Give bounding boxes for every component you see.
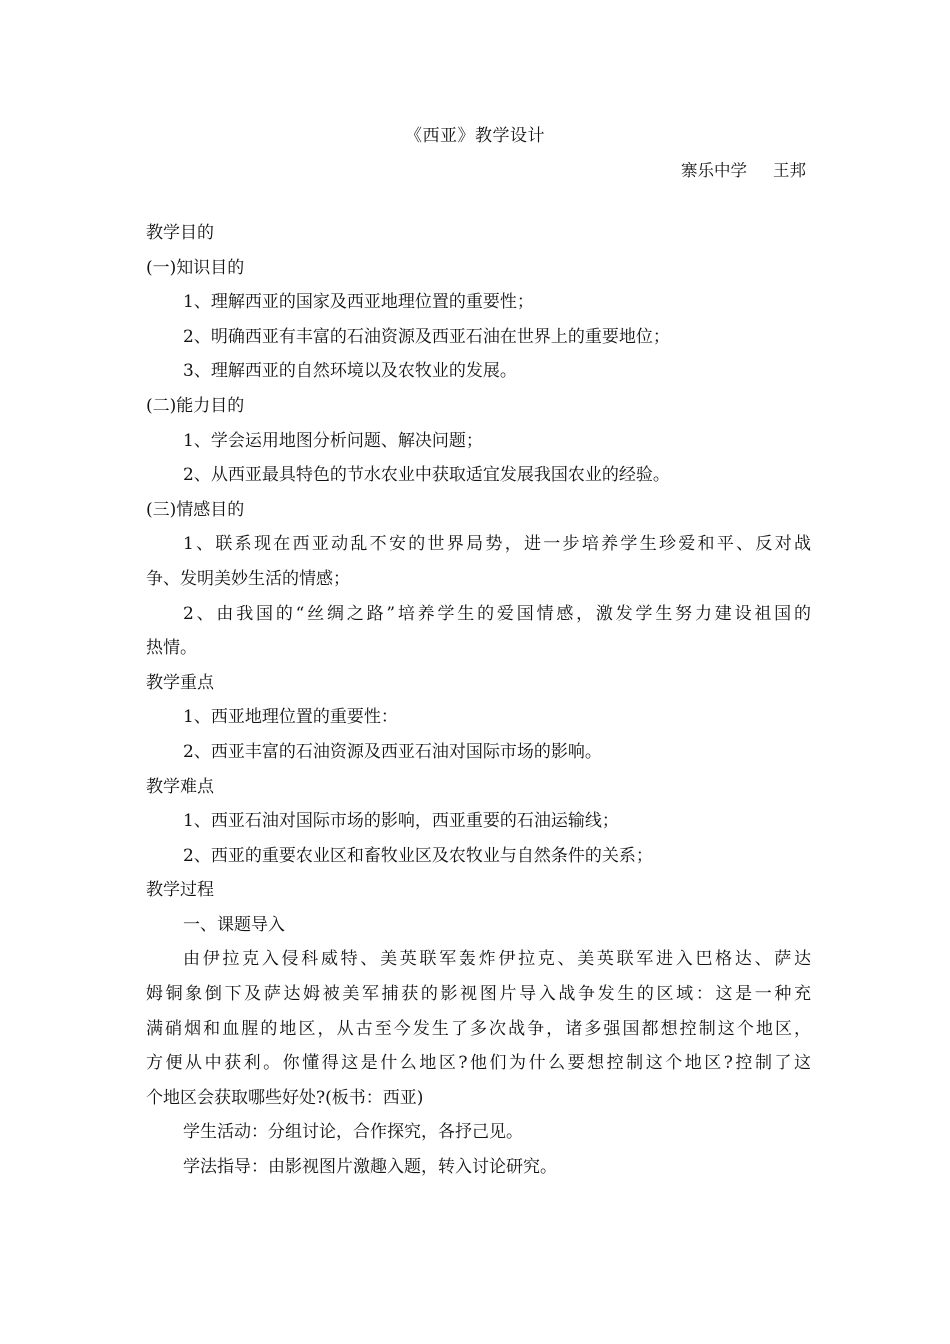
text-line: 1、西亚地理位置的重要性： (183, 707, 398, 728)
text-line: 教学过程 (146, 880, 214, 901)
document-body (146, 216, 811, 1185)
author-name: 王邦 (773, 161, 806, 180)
text-line: 2、西亚丰富的石油资源及西亚石油对国际市场的影响。 (183, 741, 602, 762)
text-line: 满硝烟和血腥的地区，从古至今发生了多次战争，诸多强国都想控制这个地区， (146, 1018, 811, 1039)
text-line: 热情。 (146, 638, 197, 659)
text-line: 1、学会运用地图分析问题、解决问题； (183, 430, 483, 451)
text-line: 一、课题导入 (183, 914, 285, 935)
text-line: 个地区会获取哪些好处?(板书：西亚) (146, 1087, 424, 1108)
text-line: 2、明确西亚有丰富的石油资源及西亚石油在世界上的重要地位； (183, 326, 670, 347)
text-line: 教学难点 (146, 776, 214, 797)
text-line: 教学目的 (146, 223, 214, 243)
text-line: 姆铜象倒下及萨达姆被美军捕获的影视图片导入战争发生的区域：这是一种充 (146, 984, 811, 1005)
text-line: 方便从中获利。你懂得这是什么地区?他们为什么要想控制这个地区?控制了这 (146, 1053, 811, 1074)
text-line: 争、发明美妙生活的情感； (146, 568, 350, 589)
text-line: (一)知识目的 (146, 257, 245, 278)
text-line: (三)情感目的 (146, 499, 245, 520)
text-line: 教学重点 (146, 672, 214, 693)
text-line: 3、理解西亚的自然环境以及农牧业的发展。 (183, 361, 517, 382)
text-line: 1、联系现在西亚动乱不安的世界局势，进一步培养学生珍爱和平、反对战 (183, 534, 811, 555)
document-title: 《西亚》教学设计 (405, 126, 545, 146)
text-line: (二)能力目的 (146, 395, 245, 416)
author-line (681, 159, 806, 183)
text-line: 2、从西亚最具特色的节水农业中获取适宜发展我国农业的经验。 (183, 465, 670, 486)
text-line: 学法指导：由影视图片激趣入题，转入讨论研究。 (183, 1157, 557, 1178)
text-line: 1、理解西亚的国家及西亚地理位置的重要性； (183, 292, 534, 313)
text-line: 2、西亚的重要农业区和畜牧业区及农牧业与自然条件的关系； (183, 845, 653, 866)
text-line: 1、西亚石油对国际市场的影响，西亚重要的石油运输线； (183, 811, 619, 832)
text-line: 学生活动：分组讨论，合作探究，各抒己见。 (183, 1122, 523, 1143)
author-school: 寨乐中学 (681, 161, 747, 180)
text-line: 2、由我国的“丝绸之路”培养学生的爱国情感，激发学生努力建设祖国的 (183, 603, 811, 624)
text-line: 由伊拉克入侵科威特、美英联军轰炸伊拉克、美英联军进入巴格达、萨达 (183, 949, 811, 970)
